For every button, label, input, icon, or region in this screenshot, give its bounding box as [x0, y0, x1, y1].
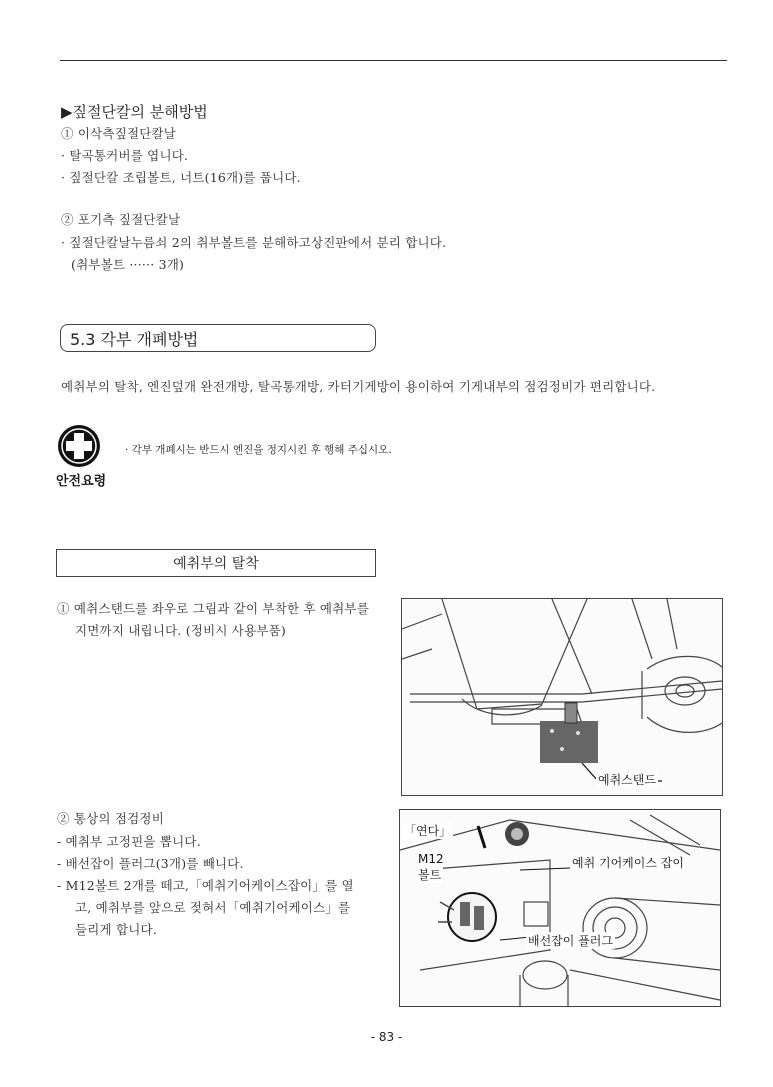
item1-line-1: · 탈곡통커버를 엽니다. — [61, 148, 189, 163]
safety-cross-icon — [57, 424, 101, 468]
section-heading-knife: ▶짚절단칼의 분해방법 — [61, 103, 208, 121]
section-title-53: 5.3 각부 개폐방법 — [70, 330, 199, 349]
item2-line-2: (취부볼트 ······ 3개) — [71, 257, 185, 272]
step2-line-3: - M12볼트 2개를 떼고,「예취기어케이스잡이」를 열 — [57, 878, 354, 893]
figure-gear-case — [399, 809, 721, 1007]
subsection-title: 예취부의 탈착 — [173, 556, 259, 572]
safety-label: 안전요령 — [56, 474, 107, 489]
safety-note: · 각부 개폐시는 반드시 엔진을 정지시킨 후 행해 주십시오. — [125, 444, 392, 456]
step1-line-2: 지면까지 내립니다. (정비시 사용부품) — [75, 623, 286, 638]
step2-title: ② 통상의 점검정비 — [57, 811, 164, 826]
item2-title: ② 포기측 짚절단칼날 — [61, 212, 181, 227]
item1-title: ① 이삭측짚절단칼날 — [61, 126, 177, 141]
step2-line-1: - 예취부 고정핀을 뽑니다. — [57, 834, 201, 849]
step2-line-2: - 배선잡이 플러그(3개)를 빼니다. — [57, 856, 244, 871]
header-rule — [60, 60, 727, 61]
step2-line-5: 들리게 합니다. — [75, 922, 157, 937]
callout-m12: M12 — [418, 852, 444, 866]
cutter-stand-drawing — [402, 599, 722, 795]
page-number: - 83 - — [370, 1030, 403, 1044]
gear-case-drawing — [400, 810, 720, 1006]
step1-line-1: ① 예취스탠드를 좌우로 그림과 같이 부착한 후 예취부를 — [57, 601, 369, 616]
callout-wiring-plug: 배선잡이 플러그 — [528, 934, 613, 948]
item2-line-1: · 짚절단칼날누름쇠 2의 취부볼트를 분해하고상진판에서 분리 합니다. — [61, 235, 447, 250]
step2-line-4: 고, 예취부를 앞으로 젖혀서「예취기어케이스」를 — [75, 900, 351, 915]
callout-cutter-stand: 예취스탠드 — [598, 773, 656, 787]
item1-line-2: · 짚절단칼 조립볼트, 너트(16개)를 풉니다. — [61, 170, 301, 185]
callout-gear-case-latch: 예취 기어케이스 잡이 — [572, 856, 684, 870]
callout-open: 「연다」 — [404, 824, 452, 838]
figure-cutter-stand — [401, 598, 723, 796]
callout-bolt: 볼트 — [418, 868, 442, 882]
section-intro: 예취부의 탈착, 엔진덮개 완전개방, 탈곡통개방, 카터기게방이 용이하여 기게내부의 점검정비가 편리합니다. — [61, 379, 656, 394]
